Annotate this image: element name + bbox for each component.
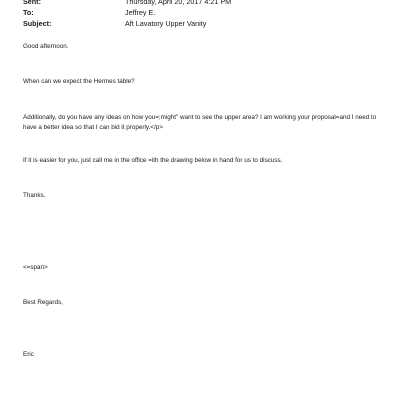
to-label: To: — [23, 8, 34, 17]
subject-value: Aft Lavatory Upper Vanity — [125, 19, 207, 28]
paragraph-call-office: If it is easier for you, just call me in the office =ith the drawing below in hand for us to discuss. — [23, 157, 283, 164]
sent-row — [23, 0, 383, 7]
closing-text: Best Regards, — [23, 299, 63, 306]
to-row — [23, 7, 383, 18]
email-header — [23, 0, 383, 29]
paragraph-hermes-table: When can we expect the Hermes table? — [23, 78, 135, 85]
paragraph-upper-area: Additionally, do you have any ideas on how you=;might" want to see the upper area? I am working your proposal=and I need to have a better idea so that I can bid it properly.</p> — [23, 114, 377, 131]
subject-row — [23, 18, 383, 29]
signature-text: Eric — [23, 351, 34, 358]
thanks-text: Thanks. — [23, 192, 46, 199]
span-artifact-text: <=span> — [23, 264, 48, 271]
greeting-text: Good afternoon. — [23, 43, 69, 50]
subject-label: Subject: — [23, 19, 52, 28]
to-value: Jeffrey E. — [125, 8, 156, 17]
sent-value: Thursday, April 20, 2017 4:21 PM — [125, 0, 232, 6]
sent-label: Sent: — [23, 0, 41, 6]
